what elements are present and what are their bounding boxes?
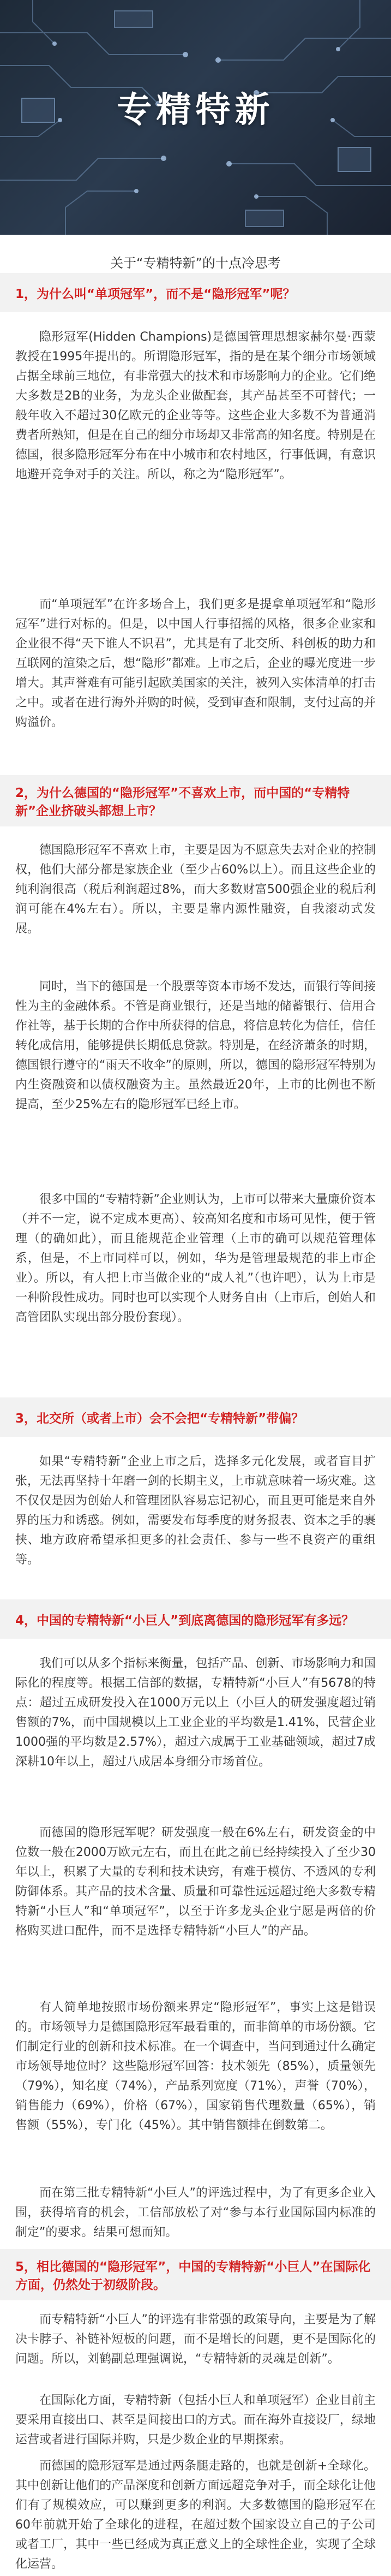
section-2-paragraph-1: 德国隐形冠军不喜欢上市，主要是因为不愿意失去对企业的控制权，他们大部分都是家族企业（至少占60%以上）。而且这些企业的纯利润很高（税后利润超过8%，而大多数财富500强企业的税后利润可能在4%左右）。所以，主要是靠内源性融资，自我滚动式发展。	[15, 843, 376, 936]
section-5-paragraph-1: 而专精特新“小巨人”的评选有非常强的政策导向，主要是为了解决卡脖子、补链补短板的问题，而不是增长的问题，更不是国际化的问题。所以，刘鹤副总理强调说，“专精特新的灵魂是创新”。	[15, 2313, 376, 2366]
section-heading-2: 2，为什么德国的“隐形冠军”不喜欢上市，而中国的“专精特新”企业挤破头都想上市？	[0, 775, 391, 826]
section-heading-1: 1，为什么叫“单项冠军”，而不是“隐形冠军”呢？	[0, 273, 391, 312]
section-4-paragraph-2: 而德国的隐形冠军呢？研发强度一般在6%左右，研发资金的中位数一般在2000万欧元左右，而且在此之前已经持续投入了至少30年以上，积累了大量的专利和技术诀窍，有难于模仿、不透风的专利防御体系。其产品的技术含量、质量和可靠性远远超过绝大多数专精特新“小巨人”和“单项冠军”，以至于许多龙头企业宁愿是两倍的价格购买进口配件，而不是选择专精特新“小巨人”的产品。	[15, 1826, 376, 1938]
section-4-paragraph-3: 有人简单地按照市场份额来界定“隐形冠军”，事实上这是错误的。市场领导力是德国隐形冠军最看重的，而非简单的市场份额。它们制定行业的创新和技术标准。在一个调查中，当问到通过什么确定市场领导地位时？这些隐形冠军回答：技术领先（85%），质量领先（79%），知名度（74%），产品系列宽度（71%），声誉（70%），销售能力（69%），价格（67%），国家销售代理数量（65%），销售额（55%），专门化（45%）。其中销售额排在倒数第二。	[15, 2001, 376, 2132]
section-4-paragraph-1: 我们可以从多个指标来衡量，包括产品、创新、市场影响力和国际化的程度等。根据工信部的数据，专精特新“小巨人”有5678的特点：超过五成研发投入在1000万元以上（小巨人的研发强度超过销售额的7%，而中国规模以上工业企业的平均数是1.41%，民营企业1000强的平均数是2.57%），超过六成属于工业基础领域，超过7成深耕10年以上，超过八成居本身细分市场首位。	[15, 1657, 376, 1769]
section-3-paragraph-1: 如果“专精特新”企业上市之后，选择多元化发展，或者盲目扩张，无法再坚持十年磨一剑的长期主义，上市就意味着一场灾难。这不仅仅是因为创始人和管理团队容易忘记初心，而且更可能是来自外界的压力和诱惑。例如，需要发布每季度的财务报表、资本之手的裹挟、地方政府希望承担更多的社会责任、参与一些不良资产的重组等。	[15, 1455, 376, 1567]
section-2-paragraph-3: 很多中国的“专精特新”企业则认为，上市可以带来大量廉价资本（并不一定，说不定成本更高）、较高知名度和市场可见性，便于管理（的确如此），而且能规范企业管理（上市的确可以规范管理体系，但是，不上市同样可以，例如，华为是管理最规范的非上市企业）。所以，有人把上市当做企业的“成人礼”（也许吧），认为上市是一种阶段性成功。同时也可以实现个人财务自由（上市后，创始人和高管团队实现出部分股份套现）。	[15, 1193, 376, 1324]
section-heading-5: 5，相比德国的“隐形冠军”，中国的专精特新“小巨人”在国际化方面，仍然处于初级阶段。	[0, 2249, 391, 2300]
section-heading-4: 4，中国的专精特新“小巨人”到底离德国的隐形冠军有多远？	[0, 1599, 391, 1639]
section-5-paragraph-2: 在国际化方面，专精特新（包括小巨人和单项冠军）企业目前主要采用直接出口、甚至是间接出口的方式。而在海外直接设厂，绿地运营或者进行国际并购，只是少数企业的早期探索。	[15, 2394, 376, 2447]
section-5-paragraph-3: 而德国的隐形冠军是通过两条腿走路的，也就是创新+全球化。其中创新让他们的产品深度和创新方面远超竞争对手，而全球化让他们有了规模效应，可以赚到更多的利润。大多数德国的隐形冠军在60年前就开始了全球化的进程，在超过数个国家设立自己的子公司或者工厂，其中一些已经成为真正意义上的全球性企业，实现了全球化运营。	[15, 2459, 376, 2571]
section-1-paragraph-2: 而“单项冠军”在许多场合上，我们更多是提拿单项冠军和“隐形冠军”进行对标的。但是，以中国人行事招摇的风格，很多企业家和企业很不得“天下谁人不识君”，尤其是有了北交所、科创板的助力和互联网的渲染之后，想“隐形”都难。上市之后，企业的曝光度进一步增大。其声誉难有可能引起欧美国家的关注，被列入实体清单的打击之中。或者在进行海外并购的时候，受到审查和限制，支付过高的并购溢价。	[15, 598, 376, 729]
hero-title: 专精特新	[117, 90, 274, 130]
section-4-paragraph-4: 而在第三批专精特新“小巨人”的评选过程中，为了有更多企业入围，获得培育的机会，工信部放松了对“参与本行业国际国内标准的制定”的要求。结果可想而知。	[15, 2186, 376, 2239]
section-heading-3: 3，北交所（或者上市）会不会把“专精特新”带偏？	[0, 1397, 391, 1437]
section-1-paragraph-1: 隐形冠军(Hidden Champions)是德国管理思想家赫尔曼·西蒙教授在1995年提出的。所谓隐形冠军，指的是在某个细分市场领域占据全球前三地位，有非常强大的技术和市场影响力的企业。它们绝大多数是2B的业务，为龙头企业做配套，其产品甚至不可替代；一般年收入不超过30亿欧元的企业等等。这些企业大多数不为普通消费者所熟知，但是在自己的细分市场却又非常高的知名度。特别是在德国，很多隐形冠军分布在中小城市和农村地区，行事低调，有意识地避开竞争对手的关注。所以，称之为“隐形冠军”。	[15, 330, 376, 481]
document-title: 关于“专精特新”的十点冷思考	[110, 255, 281, 271]
section-2-paragraph-2: 同时，当下的德国是一个股票等资本市场不发达，而银行等间接性为主的金融体系。不管是商业银行，还是当地的储蓄银行、信用合作社等，基于长期的合作中所获得的信息，将信息转化为信任，信任转化成信用，能够提供长期低息贷款。特别是，在经济萧条的时期，德国银行遵守的“雨天不收伞”的原则，所以，德国的隐形冠军特别为内生资融资和以债权融资为主。虽然最近20年，上市的比例也不断提高，至少25%左右的隐形冠军已经上市。	[15, 980, 376, 1111]
hero-banner	[0, 0, 391, 235]
